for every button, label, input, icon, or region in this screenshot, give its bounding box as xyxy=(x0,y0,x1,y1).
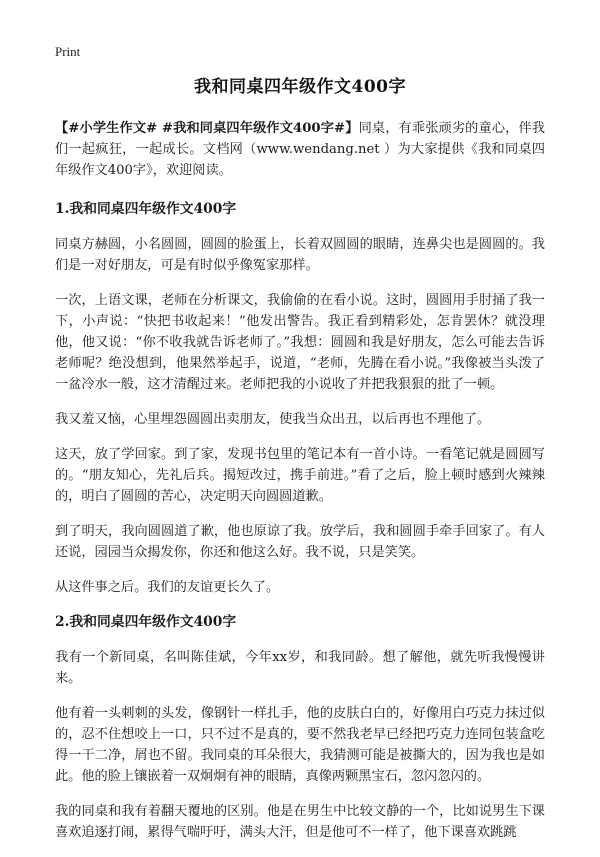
section-heading-2: 2.我和同桌四年级作文400字 xyxy=(55,614,237,630)
print-label: Print xyxy=(55,44,81,59)
paragraph: 他有着一头刺刺的头发，像钢针一样扎手，他的皮肤白白的，好像用白巧克力抹过似的，忍不住想咬上一口，只不过不是真的，要不然我老早已经把巧克力连同包装盒吃得一干二净，屑也不留。我同桌的耳朵很大，我猜测可能是被撕大的，因为我也是如此。他的脸上镶嵌着一双炯炯有神的眼睛，真像两颗黑宝石，忽闪忽闪的。 xyxy=(55,706,545,784)
paragraph: 从这件事之后。我们的友谊更长久了。 xyxy=(55,580,280,595)
paragraph: 我有一个新同桌，名叫陈佳斌，今年xx岁，和我同龄。想了解他，就先听我慢慢讲来。 xyxy=(55,650,545,686)
paragraph: 到了明天，我向圆圆道了歉，他也原谅了我。放学后，我和圆圆手牵手回家了。有人还说，园园当众揭发你，你还和他这么好。我不说，只是笑笑。 xyxy=(55,524,545,560)
intro-text: 同桌，有乖张顽劣的童心，伴我们一起疯狂，一起成长。文档网（www.wendang.net ）为大家提供《我和同桌四年级作文400字》，欢迎阅读。 xyxy=(55,121,545,178)
intro-tags: 【#小学生作文# #我和同桌四年级作文400字#】 xyxy=(55,121,359,136)
page-title: 我和同桌四年级作文400字 xyxy=(194,77,406,97)
paragraph: 一次，上语文课，老师在分析课文，我偷偷的在看小说。这时，圆圆用手肘捅了我一下，小声说：“快把书收起来！”他发出警告。我正看到精彩处，怎肯罢休？就没理他，他又说：“你不收我就告诉老师了。”我想：圆圆和我是好朋友，怎么可能去告诉老师呢？绝没想到，他果然举起手，说道，“老师，先腾在看小说。”我像被当头泼了一盆冷水一般，这才清醒过来。老师把我的小说收了并把我狠狠的批了一顿。 xyxy=(55,293,545,392)
section-heading-1: 1.我和同桌四年级作文400字 xyxy=(55,201,237,217)
paragraph: 这天，放了学回家。到了家，发现书包里的笔记本有一首小诗。一看笔记就是圆圆写的。“朋友知心，先礼后兵。揭短改过，携手前进。”看了之后，脸上顿时感到火辣辣的，明白了圆圆的苦心，决定明天向圆圆道歉。 xyxy=(55,447,545,504)
paragraph: 同桌方赫圆，小名圆圆，圆圆的脸蛋上，长着双圆圆的眼睛，连鼻尖也是圆圆的。我们是一对好朋友，可是有时似乎像冤家那样。 xyxy=(55,237,545,273)
intro-paragraph xyxy=(55,118,545,181)
article-body xyxy=(55,118,545,857)
paragraph: 我的同桌和我有着翻天覆地的区别。他是在男生中比较文静的一个，比如说男生下课喜欢追逐打闹，累得气喘吁吁，满头大汗，但是他可不一样了，他下课喜欢跳跳 xyxy=(55,804,545,840)
paragraph: 我又羞又恼，心里埋怨圆圆出卖朋友，使我当众出丑，以后再也不理他了。 xyxy=(55,412,491,427)
